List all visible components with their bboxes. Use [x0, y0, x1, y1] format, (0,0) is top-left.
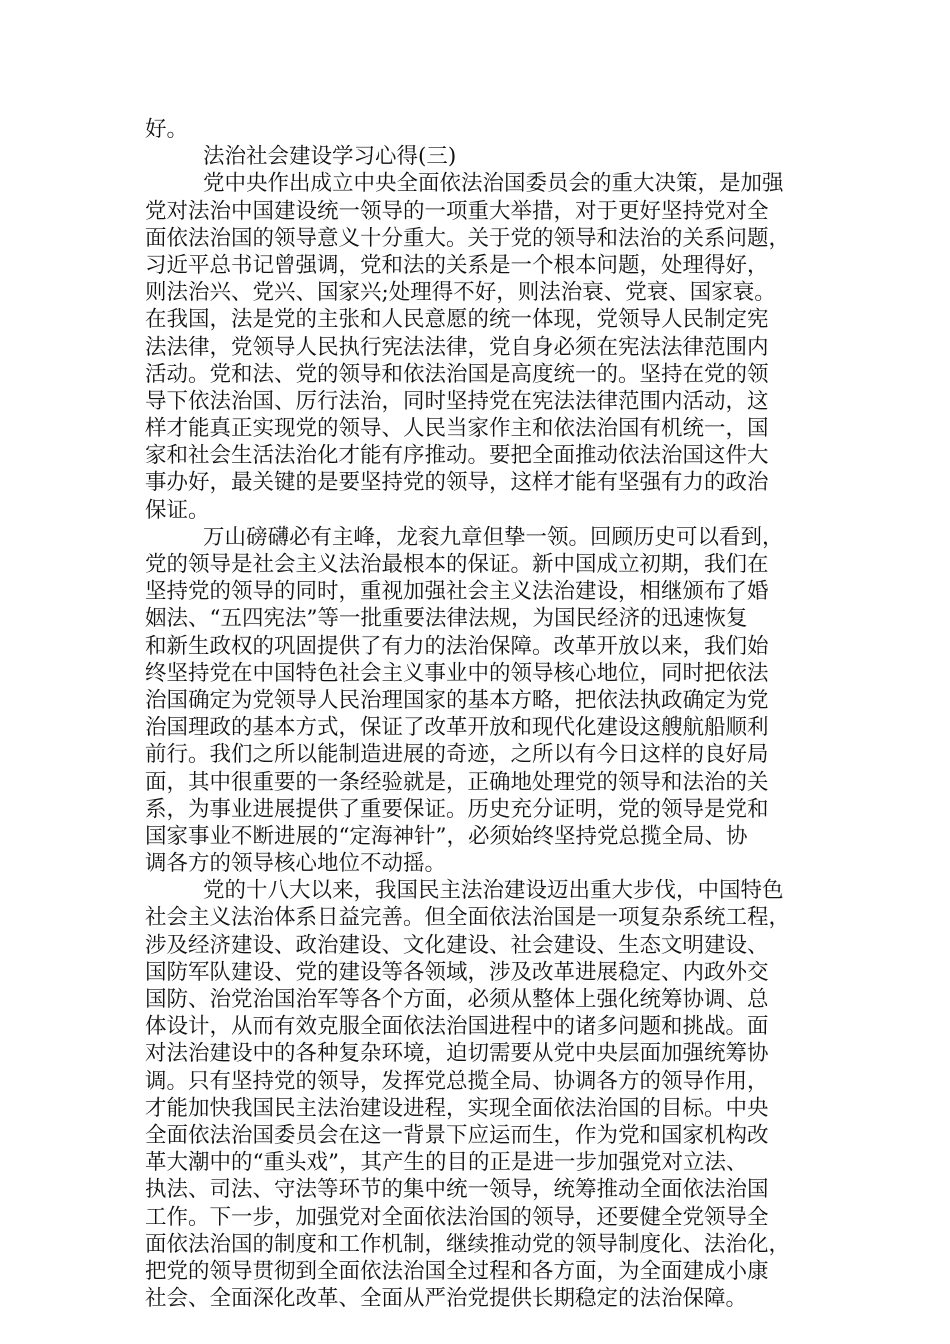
text-line: 法法律，党领导人民执行宪法法律，党自身必须在宪法法律范围内 [145, 334, 769, 360]
text-line: 党中央作出成立中央全面依法治国委员会的重大决策，是加强 [203, 171, 784, 197]
text-line: 好。 [145, 117, 189, 142]
text-line: 调各方的领导核心地位不动摇。 [145, 851, 447, 877]
text-line: 治国确定为党领导人民治理国家的基本方略，把依法执政确定为党 [145, 687, 769, 713]
text-line: 社会主义法治体系日益完善。但全面依法治国是一项复杂系统工程， [145, 905, 791, 931]
text-line: 导下依法治国、厉行法治，同时坚持党在宪法法律范围内活动，这 [145, 388, 769, 414]
text-line: 革大潮中的“重头戏”，其产生的目的正是进一步加强党对立法、 [145, 1150, 748, 1176]
text-line: 才能加快我国民主法治建设进程，实现全面依法治国的目标。中央 [145, 1095, 769, 1121]
document-title-line: 法治社会建设学习心得(三) [203, 144, 457, 170]
text-line: 样才能真正实现党的领导、人民当家作主和依法治国有机统一，国 [145, 416, 769, 442]
text-line: 习近平总书记曾强调，党和法的关系是一个根本问题，处理得好， [145, 252, 769, 278]
text-line: 把党的领导贯彻到全面依法治国全过程和各方面，为全面建成小康 [145, 1258, 769, 1284]
text-line: 系，为事业进展提供了重要保证。历史充分证明，党的领导是党和 [145, 796, 769, 822]
text-line: 工作。下一步，加强党对全面依法治国的领导，还要健全党领导全 [145, 1204, 769, 1230]
text-line: 党的领导是社会主义法治最根本的保证。新中国成立初期，我们在 [145, 552, 769, 577]
text-line: 在我国，法是党的主张和人民意愿的统一体现，党领导人民制定宪 [145, 307, 769, 333]
text-line: 姻法、“五四宪法”等一批重要法律法规，为国民经济的迅速恢复 [145, 606, 748, 632]
text-line: 活动。党和法、党的领导和依法治国是高度统一的。坚持在党的领 [145, 361, 769, 387]
text-line: 前行。我们之所以能制造进展的奇迹，之所以有今日这样的良好局 [145, 742, 769, 768]
text-line: 全面依法治国委员会在这一背景下应运而生，作为党和国家机构改 [145, 1122, 769, 1148]
text-line: 执法、司法、守法等环节的集中统一领导，统筹推动全面依法治国 [145, 1177, 769, 1203]
text-line: 事办好，最关键的是要坚持党的领导，这样才能有坚强有力的政治 [145, 470, 769, 496]
text-line: 家和社会生活法治化才能有序推动。要把全面推动依法治国这件大 [145, 443, 769, 469]
text-line: 党对法治中国建设统一领导的一项重大举措，对于更好坚持党对全 [145, 198, 769, 224]
text-line: 坚持党的领导的同时，重视加强社会主义法治建设，相继颁布了婚 [145, 579, 769, 605]
text-line: 面依法治国的制度和工作机制，继续推动党的领导制度化、法治化， [145, 1231, 791, 1257]
text-line: 社会、全面深化改革、全面从严治党提供长期稳定的法治保障。 [145, 1286, 748, 1312]
text-line: 万山磅礴必有主峰，龙衮九章但挚一领。回顾历史可以看到， [203, 524, 784, 550]
text-line: 治国理政的基本方式，保证了改革开放和现代化建设这艘航船顺利 [145, 715, 769, 741]
text-line: 面依法治国的领导意义十分重大。关于党的领导和法治的关系问题， [145, 225, 791, 251]
text-line: 国防、治党治国治军等各个方面，必须从整体上强化统筹协调、总 [145, 987, 769, 1012]
text-line: 国防军队建设、党的建设等各领域，涉及改革进展稳定、内政外交 [145, 959, 769, 985]
text-line: 则法治兴、党兴、国家兴;处理得不好，则法治衰、党衰、国家衰。 [145, 280, 776, 306]
text-line: 和新生政权的巩固提供了有力的法治保障。改革开放以来，我们始 [145, 633, 769, 659]
text-line: 保证。 [145, 497, 210, 523]
text-line: 党的十八大以来，我国民主法治建设迈出重大步伐，中国特色 [203, 878, 784, 904]
text-line: 调。只有坚持党的领导，发挥党总揽全局、协调各方的领导作用， [145, 1068, 769, 1094]
document-page [145, 116, 815, 1312]
text-line: 国家事业不断进展的“定海神针”，必须始终坚持党总揽全局、协 [145, 823, 748, 849]
text-line: 终坚持党在中国特色社会主义事业中的领导核心地位，同时把依法 [145, 660, 769, 686]
text-line: 对法治建设中的各种复杂环境，迫切需要从党中央层面加强统筹协 [145, 1041, 769, 1067]
text-line: 涉及经济建设、政治建设、文化建设、社会建设、生态文明建设、 [145, 932, 769, 958]
text-line: 面，其中很重要的一条经验就是，正确地处理党的领导和法治的关 [145, 769, 769, 795]
text-line: 体设计，从而有效克服全面依法治国进程中的诸多问题和挑战。面 [145, 1014, 769, 1040]
